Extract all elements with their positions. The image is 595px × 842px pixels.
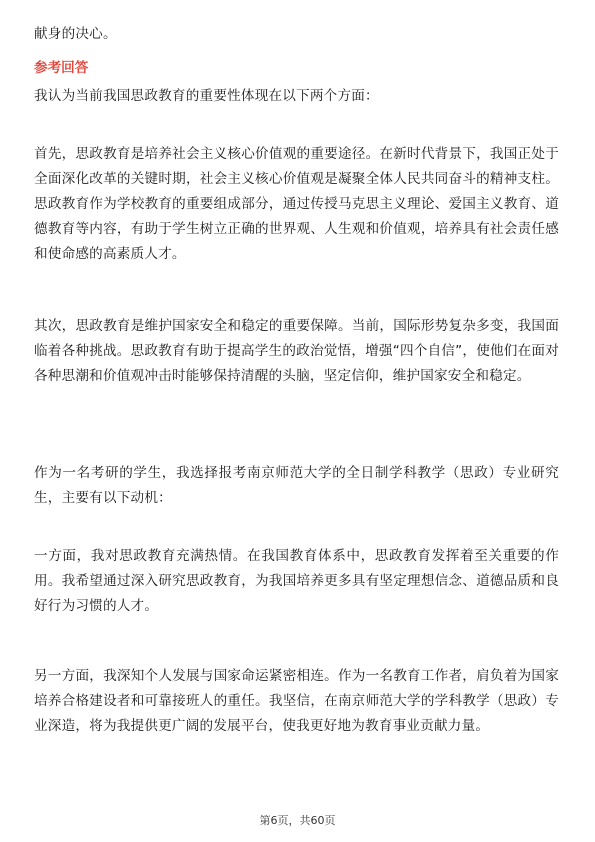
paragraph-1: 首先，思政教育是培养社会主义核心价值观的重要途径。在新时代背景下，我国正处于全面深化改革的关键时期，社会主义核心价值观是凝聚全体人民共同奋斗的精神支柱。思政教育作为学校教育的重要组成部分，通过传授马克思主义理论、爱国主义教育、道德教育等内容，有助于学生树立正确的世界观、人生观和价值观，培养具有社会责任感和使命感的高素质人才。: [34, 146, 559, 262]
paragraph-3: 作为一名考研的学生，我选择报考南京师范大学的全日制学科教学（思政）专业研究生，主要有以下动机：: [34, 465, 559, 506]
answer-heading: 参考回答: [34, 60, 89, 76]
page-number: 第6页，共60页: [259, 814, 336, 827]
paragraph-2: 其次，思政教育是维护国家安全和稳定的重要保障。当前，国际形势复杂多变，我国面临着各种挑战。思政教育有助于提高学生的政治觉悟，增强“四个自信”，使他们在面对各种思潮和价值观冲击时能够保持清醒的头脑，坚定信仰，维护国家安全和稳定。: [34, 318, 559, 384]
paragraph-5: 另一方面，我深知个人发展与国家命运紧密相连。作为一名教育工作者，肩负着为国家培养合格建设者和可靠接班人的重任。我坚信，在南京师范大学的学科教学（思政）专业深造，将为我提供更广阔的发展平台，使我更好地为教育事业贡献力量。: [34, 668, 559, 734]
intro-paragraph: 我认为当前我国思政教育的重要性体现在以下两个方面：: [34, 88, 379, 104]
continuation-text: 献身的决心。: [34, 26, 117, 42]
paragraph-4: 一方面，我对思政教育充满热情。在我国教育体系中，思政教育发挥着至关重要的作用。我希望通过深入研究思政教育，为我国培养更多具有坚定理想信念、道德品质和良好行为习惯的人才。: [34, 548, 559, 614]
